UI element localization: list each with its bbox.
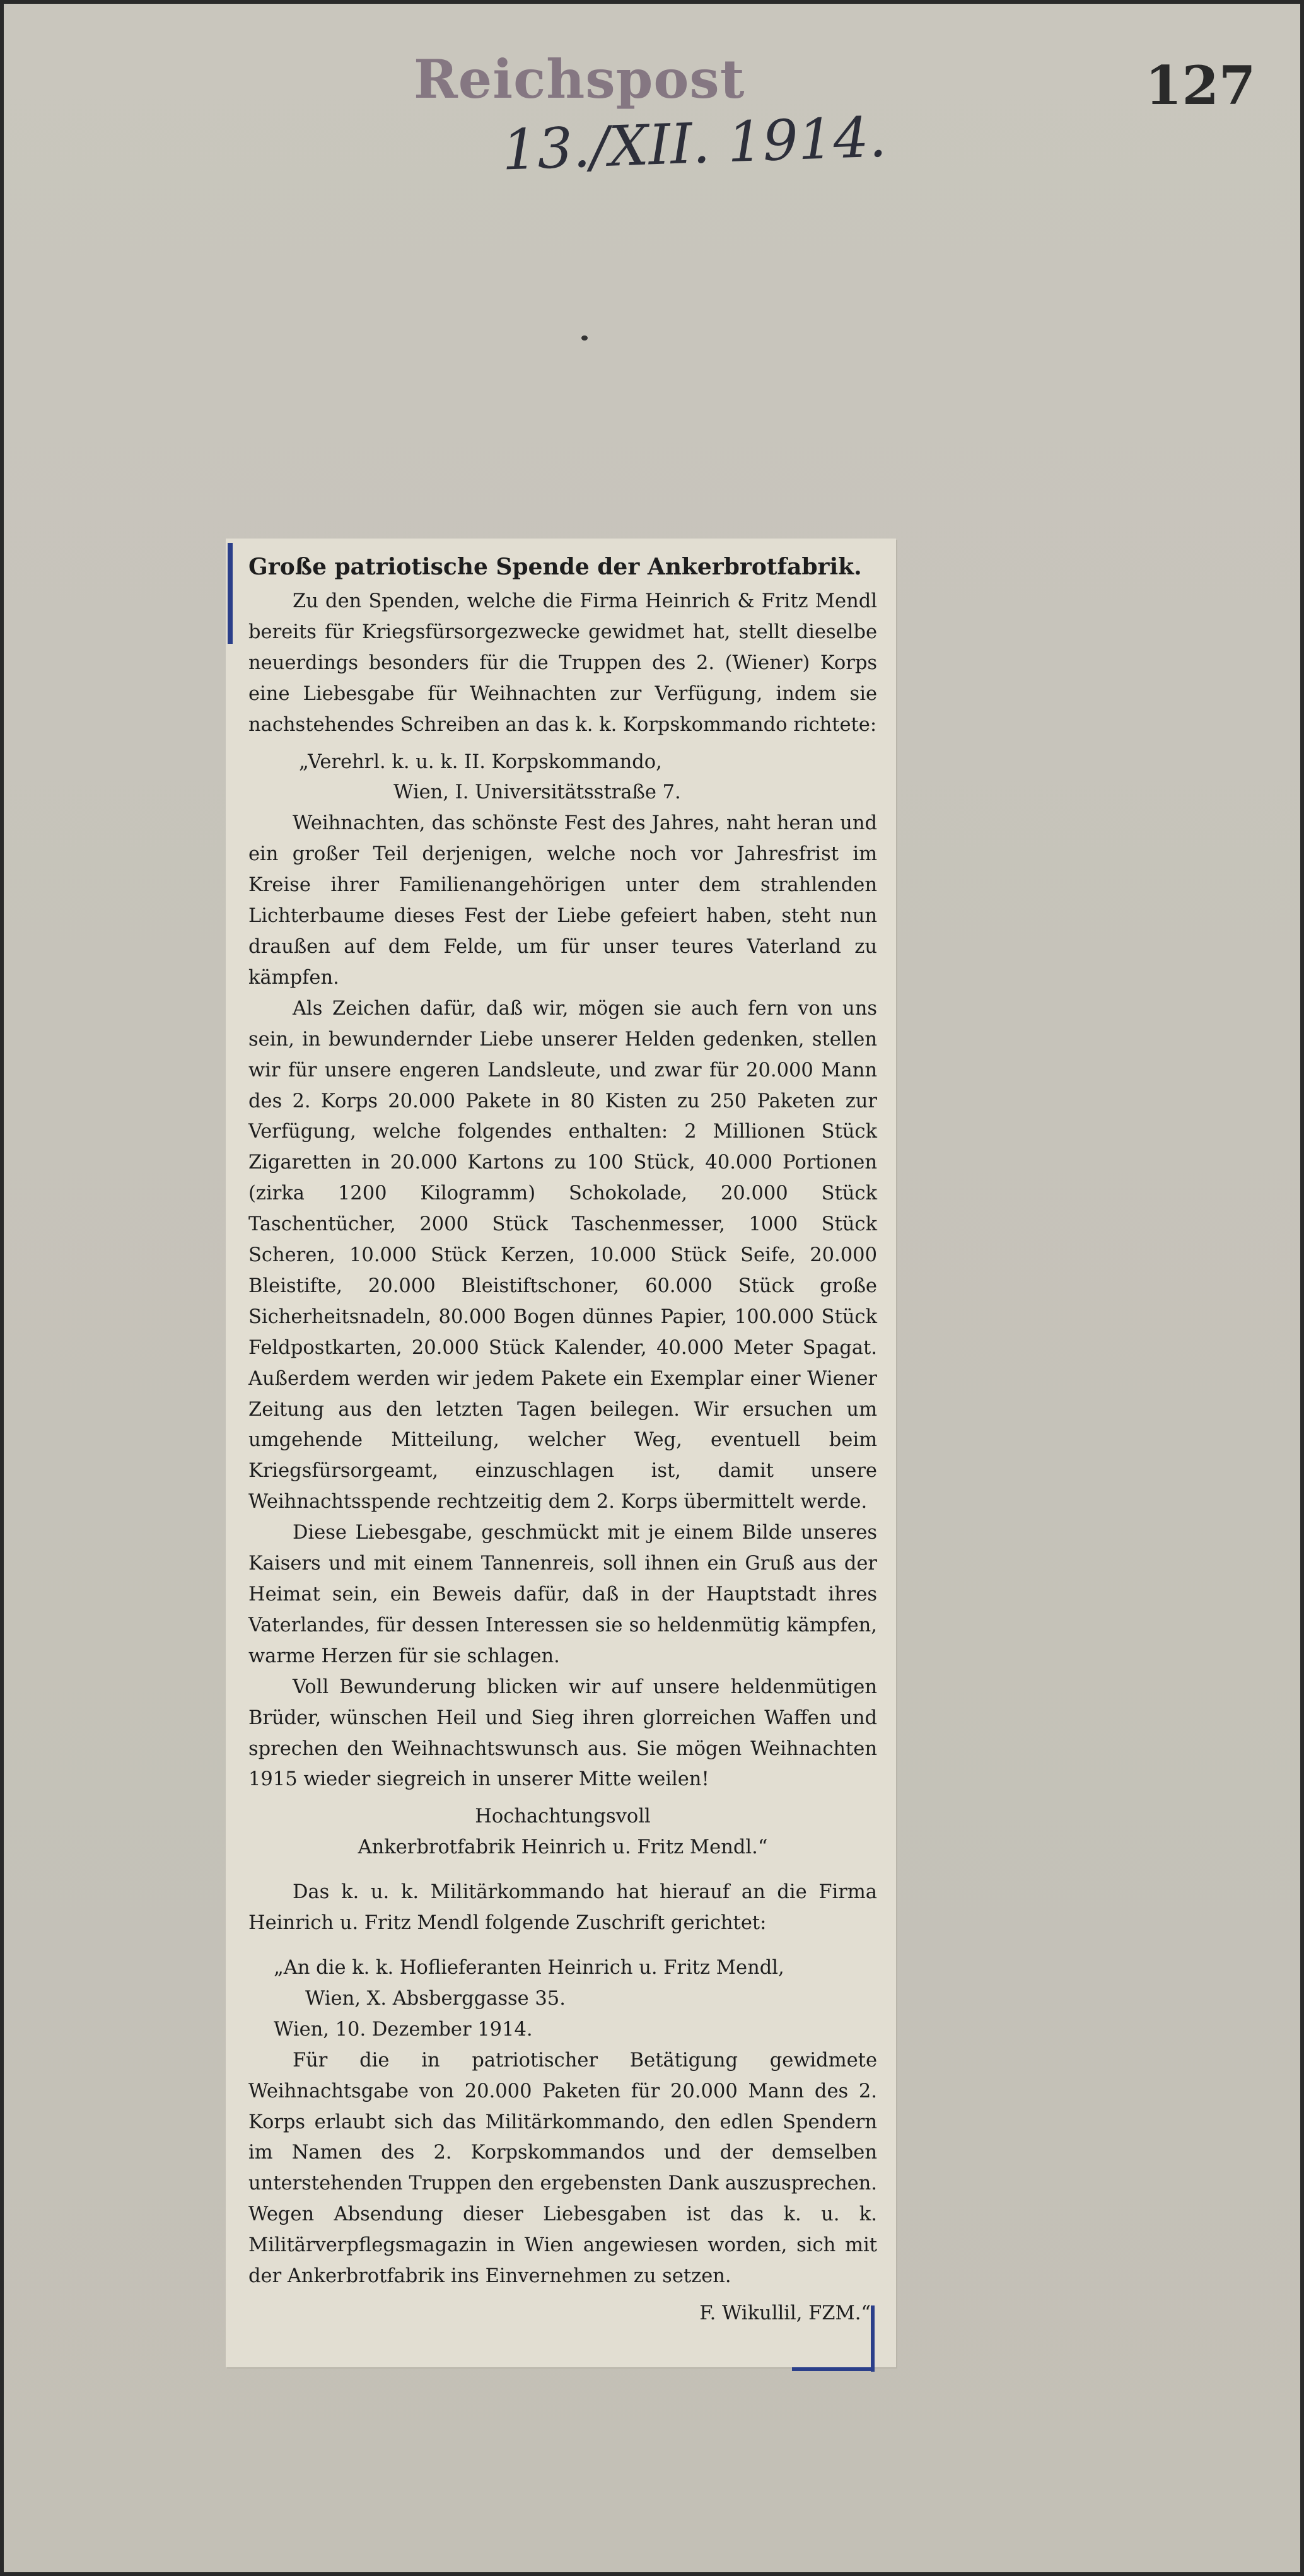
newspaper-clipping	[226, 539, 896, 2367]
newspaper-stamp: Reichspost	[414, 48, 745, 110]
blue-pencil-mark-right	[871, 2305, 875, 2372]
blue-pencil-mark-bottom	[792, 2367, 874, 2371]
closing-greeting: Hochachtungsvoll	[475, 1805, 651, 1828]
page-number: 127	[1145, 54, 1256, 117]
dateline: Wien, 10. Dezember 1914.	[274, 2018, 533, 2041]
address-1-line-1: „Verehrl. k. u. k. II. Korpskommando,	[299, 750, 662, 773]
address-2-line-1: „An die k. k. Hoflieferanten Heinrich u. Fritz Mendl,	[274, 1956, 784, 1979]
article-paragraph-2: Weihnachten, das schönste Fest des Jahres, naht heran und ein großer Teil derjenigen, welche noch vor Jahresfrist im Kreise ihrer Familienangehörigen unter dem strahlenden Lichterbaume dieses Fest der Liebe gefeiert haben, steht nun draußen auf dem Felde, um für unser teures Vaterland zu kämpfen.	[248, 812, 877, 989]
address-2-line-2: Wien, X. Absberggasse 35.	[305, 1987, 566, 2010]
article-headline: Große patriotische Spende der Ankerbrotfabrik.	[248, 554, 862, 580]
final-signature: F. Wikullil, FZM.“	[699, 2302, 871, 2324]
handwritten-date: 13./XII. 1914.	[501, 104, 888, 183]
article-paragraph-6: Das k. u. k. Militärkommando hat hierauf an die Firma Heinrich u. Fritz Mendl folgende Zuschrift gerichtet:	[248, 1881, 877, 1935]
address-1-line-2: Wien, I. Universitätsstraße 7.	[393, 781, 681, 804]
blue-pencil-mark-left	[228, 543, 233, 644]
article-paragraph-7: Für die in patriotischer Betätigung gewidmete Weihnachtsgabe von 20.000 Paketen für 20.000 Mann des 2. Korps erlaubt sich das Militärkommando, den edlen Spendern im Namen des 2. Korpskommandos und der demselben unterstehenden Truppen den ergebensten Dank auszusprechen. Wegen Absendung dieser Liebesgaben ist das k. u. k. Militärverpflegsmagazin in Wien angewiesen worden, sich mit der Ankerbrotfabrik ins Einvernehmen zu setzen.	[248, 2049, 877, 2288]
ink-dot	[581, 335, 588, 341]
article-paragraph-4: Diese Liebesgabe, geschmückt mit je einem Bilde unseres Kaisers und mit einem Tannenreis, soll ihnen ein Gruß aus der Heimat sein, ein Beweis dafür, daß in der Hauptstadt ihres Vaterlandes, für dessen Interessen sie so heldenmütig kämpfen, warme Herzen für sie schlagen.	[248, 1522, 877, 1667]
article-paragraph-5: Voll Bewunderung blicken wir auf unsere heldenmütigen Brüder, wünschen Heil und Sieg ihren glorreichen Waffen und sprechen den Weihnachtswunsch aus. Sie mögen Weihnachten 1915 wieder siegreich in unserer Mitte weilen!	[248, 1676, 877, 1791]
closing-signature: Ankerbrotfabrik Heinrich u. Fritz Mendl.“	[358, 1836, 768, 1859]
article-paragraph-1: Zu den Spenden, welche die Firma Heinrich & Fritz Mendl bereits für Kriegsfürsorgezwecke gewidmet hat, stellt dieselbe neuerdings besonders für die Truppen des 2. (Wiener) Korps eine Liebesgabe für Weihnachten zur Verfügung, indem sie nachstehendes Schreiben an das k. k. Korpskommando richtete:	[248, 590, 877, 736]
article-paragraph-3: Als Zeichen dafür, daß wir, mögen sie auch fern von uns sein, in bewundernder Liebe unserer Helden gedenken, stellen wir für unsere engeren Landsleute, und zwar für 20.000 Mann des 2. Korps 20.000 Pakete in 80 Kisten zu 250 Paketen zur Verfügung, welche folgendes enthalten: 2 Millionen Stück Zigaretten in 20.000 Kartons zu 100 Stück, 40.000 Portionen (zirka 1200 Kilogramm) Schokolade, 20.000 Stück Taschentücher, 2000 Stück Taschenmesser, 1000 Stück Scheren, 10.000 Stück Kerzen, 10.000 Stück Seife, 20.000 Bleistifte, 20.000 Bleistiftschoner, 60.000 Stück große Sicherheitsnadeln, 80.000 Bogen dünnes Papier, 100.000 Stück Feldpostkarten, 20.000 Stück Kalender, 40.000 Meter Spagat. Außerdem werden wir jedem Pakete ein Exemplar einer Wiener Zeitung aus den letzten Tagen beilegen. Wir ersuchen um umgehende Mitteilung, welcher Weg, eventuell beim Kriegsfürsorgeamt, einzuschlagen ist, damit unsere Weihnachtsspende rechtzeitig dem 2. Korps übermittelt werde.	[248, 997, 877, 1513]
